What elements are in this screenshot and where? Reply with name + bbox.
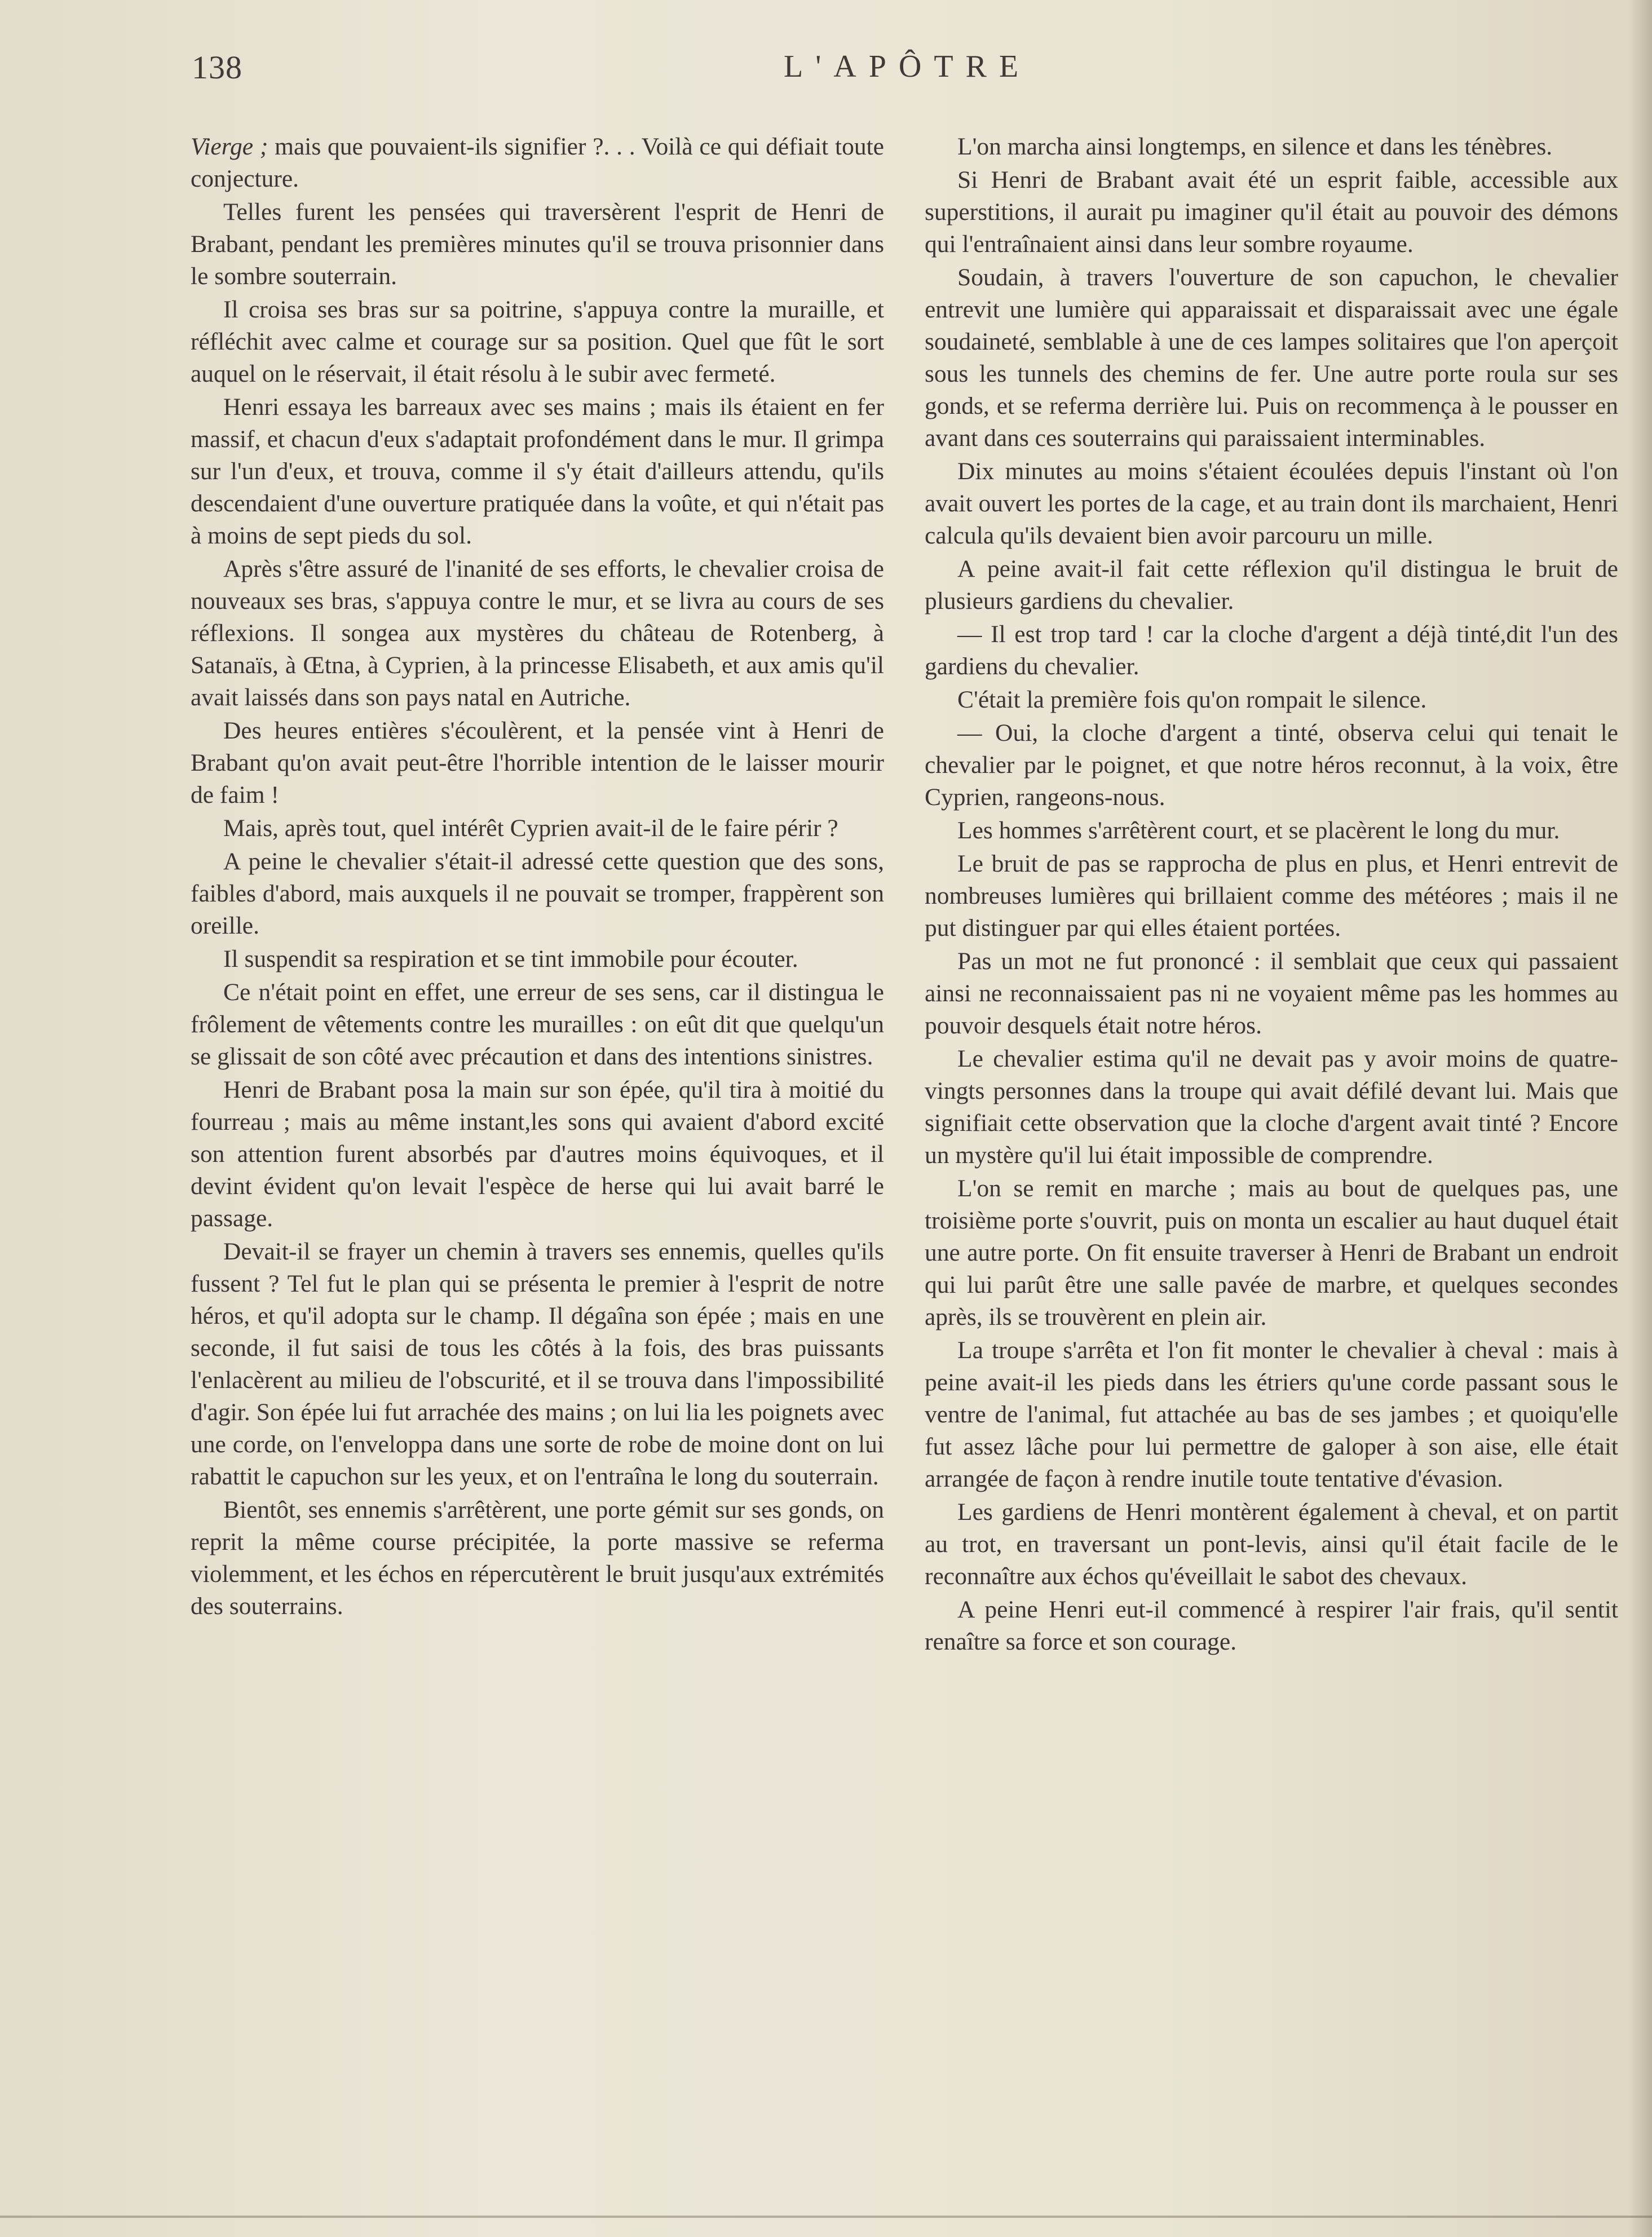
right-text-column — [925, 131, 1618, 1659]
paragraph: Devait-il se frayer un chemin à travers ses ennemis, quelles qu'ils fussent ? Tel fut le plan qui se présenta le premier à l'esprit de notre héros, et qu'il adopta sur le champ. Il dégaîna son épée ; mais en une seconde, il fut saisi de tous les côtés à la fois, des bras puissants l'enlacèrent au milieu de l'obscurité, et il se trouva dans l'impossibilité d'agir. Son épée lui fut arrachée des mains ; on lui lia les poignets avec une corde, on l'enveloppa dans une sorte de robe de moine dont on lui rabattit le capuchon sur les yeux, et on l'entraîna le long du souterrain. — [191, 1238, 884, 1490]
paragraph: Les gardiens de Henri montèrent également à cheval, et on partit au trot, en traversant un pont-levis, ainsi qu'il était facile de le reconnaître aux échos qu'éveillait le sabot des chevaux. — [925, 1498, 1618, 1590]
left-text-column — [191, 131, 884, 1624]
paragraph: Si Henri de Brabant avait été un esprit faible, accessible aux superstitions, il aurait pu imaginer qu'il était au pouvoir des démons qui l'entraînaient ainsi dans leur sombre royaume. — [925, 166, 1618, 258]
paragraph-text: mais que pouvaient-ils signifier ?. . . Voilà ce qui défiait toute conjecture. — [191, 133, 884, 192]
paragraph: Des heures entières s'écoulèrent, et la pensée vint à Henri de Brabant qu'on avait peut-être l'horrible intention de le laisser mourir de faim ! — [191, 717, 884, 808]
paragraph: — Il est trop tard ! car la cloche d'argent a déjà tinté,dit l'un des gardiens du chevalier. — [925, 621, 1618, 680]
bottom-edge-line — [0, 2216, 1652, 2218]
paragraph: Après s'être assuré de l'inanité de ses efforts, le chevalier croisa de nouveaux ses bras, s'appuya contre le mur, et se livra au cours de ses réflexions. Il songea aux mystères du château de Rotenberg, à Satanaïs, à Œtna, à Cyprien, à la princesse Elisabeth, et aux amis qu'il avait laissés dans son pays natal en Autriche. — [191, 555, 884, 711]
running-title: L'APÔTRE — [784, 49, 1031, 84]
italic-lead: Vierge ; — [191, 133, 268, 160]
paragraph: Dix minutes au moins s'étaient écoulées depuis l'instant où l'on avait ouvert les portes de la cage, et au train dont ils marchaient, Henri calcula qu'ils devaient bien avoir parcouru un mille. — [925, 458, 1618, 549]
paragraph: A peine Henri eut-il commencé à respirer l'air frais, qu'il sentit renaître sa force et son courage. — [925, 1596, 1618, 1655]
paragraph: — Oui, la cloche d'argent a tinté, observa celui qui tenait le chevalier par le poignet, et que notre héros reconnut, à la voix, être Cyprien, rangeons-nous. — [925, 719, 1618, 811]
paragraph: La troupe s'arrêta et l'on fit monter le chevalier à cheval : mais à peine avait-il les pieds dans les étriers qu'une corde passant sous le ventre de l'animal, fut attachée au bas de ses jambes ; et quoiqu'elle fut assez lâche pour lui permettre de galoper à son aise, elle était arrangée de façon à rendre inutile toute tentative d'évasion. — [925, 1337, 1618, 1492]
paragraph: Il suspendit sa respiration et se tint immobile pour écouter. — [223, 945, 798, 972]
page-edge-shadow — [1629, 0, 1652, 2237]
paragraph: Le bruit de pas se rapprocha de plus en plus, et Henri entrevit de nombreuses lumières qui brillaient comme des météores ; mais il ne put distinguer par qui elles étaient portées. — [925, 850, 1618, 941]
paragraph: C'était la première fois qu'on rompait le silence. — [957, 686, 1427, 713]
paragraph: L'on se remit en marche ; mais au bout de quelques pas, une troisième porte s'ouvrit, puis on monta un escalier au haut duquel était une autre porte. On fit ensuite traverser à Henri de Brabant un endroit qui lui parût être une salle pavée de marbre, et quelques secondes après, ils se trouvèrent en plein air. — [925, 1175, 1618, 1330]
paragraph: A peine avait-il fait cette réflexion qu'il distingua le bruit de plusieurs gardiens du chevalier. — [925, 555, 1618, 614]
paragraph: Henri de Brabant posa la main sur son épée, qu'il tira à moitié du fourreau ; mais au même instant,les sons qui avaient d'abord excité son attention furent absorbés par d'autres moins équivoques, et il devint évident qu'on levait l'espèce de herse qui lui avait barré le passage. — [191, 1076, 884, 1232]
paragraph: Henri essaya les barreaux avec ses mains ; mais ils étaient en fer massif, et chacun d'eux s'adaptait profondément dans le mur. Il grimpa sur l'un d'eux, et trouva, comme il s'y était d'ailleurs attendu, qu'ils descendaient d'une ouverture pratiquée dans la voûte, et qui n'était pas à moins de sept pieds du sol. — [191, 394, 884, 549]
paragraph: Telles furent les pensées qui traversèrent l'esprit de Henri de Brabant, pendant les premières minutes qu'il se trouva prisonnier dans le sombre souterrain. — [191, 198, 884, 290]
paragraph: Il croisa ses bras sur sa poitrine, s'appuya contre la muraille, et réfléchit avec calme et courage sur sa position. Quel que fût le sort auquel on le réservait, il était résolu à le subir avec fermeté. — [191, 296, 884, 387]
paragraph — [191, 131, 884, 195]
paragraph: Les hommes s'arrêtèrent court, et se placèrent le long du mur. — [957, 817, 1560, 844]
page-header — [192, 48, 1624, 94]
paragraph: Soudain, à travers l'ouverture de son capuchon, le chevalier entrevit une lumière qui apparaissait et disparaissait avec une égale soudaineté, semblable à une de ces lampes solitaires que l'on aperçoit sous les tunnels des chemins de fer. Une autre porte roula sur ses gonds, et se referma derrière lui. Puis on recommença à le pousser en avant dans ces souterrains qui paraissaient interminables. — [925, 264, 1618, 452]
paragraph: Ce n'était point en effet, une erreur de ses sens, car il distingua le frôlement de vêtements contre les murailles : on eût dit que quelqu'un se glissait de son côté avec précaution et dans des intentions sinistres. — [191, 979, 884, 1070]
paragraph: Pas un mot ne fut prononcé : il semblait que ceux qui passaient ainsi ne reconnaissaient pas ni ne voyaient même pas les hommes au pouvoir desquels était notre héros. — [925, 948, 1618, 1039]
paragraph: Mais, après tout, quel intérêt Cyprien avait-il de le faire périr ? — [223, 815, 838, 842]
paragraph: Bientôt, ses ennemis s'arrêtèrent, une porte gémit sur ses gonds, on reprit la même course précipitée, la porte massive se referma violemment, et les échos en répercutèrent le bruit jusqu'aux extrémités des souterrains. — [191, 1496, 884, 1620]
page-number: 138 — [192, 49, 242, 86]
paragraph: Le chevalier estima qu'il ne devait pas y avoir moins de quatre-vingts personnes dans la troupe qui avait défilé devant lui. Mais que signifiait cette observation que la cloche d'argent avait tinté ? Encore un mystère qu'il lui était impossible de comprendre. — [925, 1045, 1618, 1169]
paragraph: A peine le chevalier s'était-il adressé cette question que des sons, faibles d'abord, mais auxquels il ne pouvait se tromper, frappèrent son oreille. — [191, 848, 884, 939]
paragraph: L'on marcha ainsi longtemps, en silence et dans les ténèbres. — [957, 133, 1553, 160]
